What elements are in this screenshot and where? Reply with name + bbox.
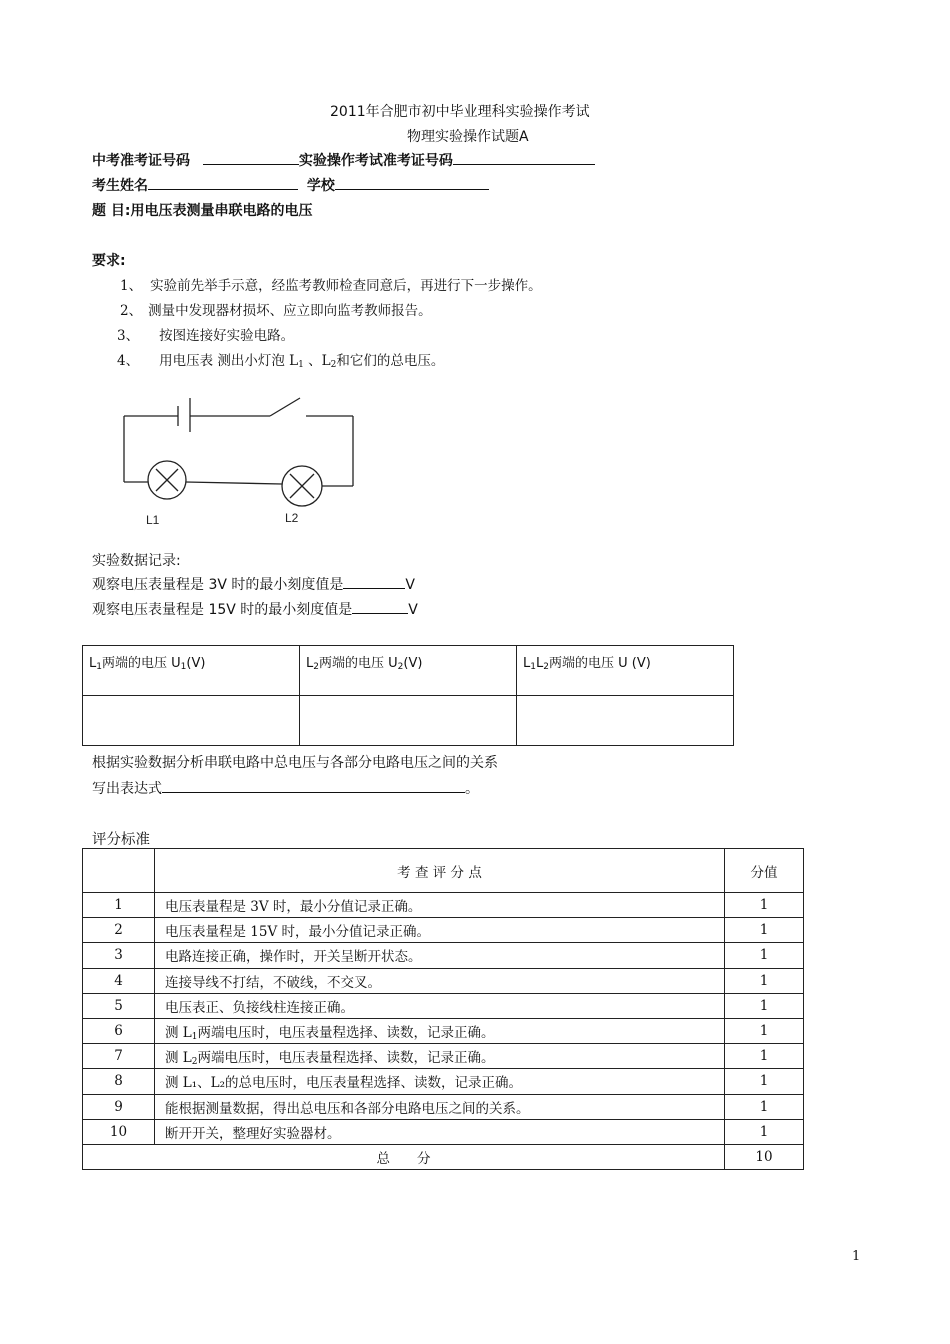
scoring-heading: 评分标准 [92, 832, 150, 848]
table-row: 8 测 L₁、L₂的总电压时，电压表量程选择、读数，记录正确。 1 [83, 1069, 804, 1094]
requirement-item: 1、 实验前先举手示意，经监考教师检查同意后，再进行下一步操作。 [120, 278, 542, 294]
u-value-cell[interactable] [517, 696, 734, 746]
table-row: 3 电路连接正确，操作时，开关呈断开状态。 1 [83, 943, 804, 968]
analysis-prompt: 根据实验数据分析串联电路中总电压与各部分电路电压之间的关系 [92, 755, 498, 771]
table-row: 7 测 $L_2$两端电压时，电压表量程选择、读数，记录正确。 1 [83, 1044, 804, 1069]
record-line-3v: 观察电压表量程是 3V 时的最小刻度值是 V [92, 574, 415, 594]
exam-id-label: 中考准考证号码 [92, 153, 190, 169]
school-label: 学校 [306, 178, 335, 194]
col-header-u2: $L_2$两端的电压 $U_2(V)$ [300, 646, 517, 696]
col-header-u1: $L_1$两端的电压 $U_1(V)$ [83, 646, 300, 696]
u1-value-cell[interactable] [83, 696, 300, 746]
lamp1-label: L1 [146, 513, 160, 527]
school-field[interactable] [335, 175, 489, 190]
doc-title: 2011年合肥市初中毕业理科实验操作考试 [330, 104, 590, 120]
lamp2-label: L2 [285, 511, 299, 525]
name-row [92, 175, 489, 195]
name-field[interactable] [148, 175, 298, 190]
table-row: 5 电压表正、负接线柱连接正确。 1 [83, 993, 804, 1018]
col-header-u: $L_1L_2$两端的电压 U (V) [517, 646, 734, 696]
requirement-item: 4、 用电压表 测出小灯泡 $L_1$ 、$L_2$和它们的总电压。 [117, 353, 445, 370]
circuit-diagram [110, 390, 370, 535]
min-scale-3v-field[interactable] [343, 574, 405, 589]
name-label: 考生姓名 [92, 178, 148, 194]
exam-id-field[interactable] [203, 150, 299, 165]
requirement-item: 2、 测量中发现器材损坏、应立即向监考教师报告。 [120, 303, 432, 319]
wire [186, 482, 282, 484]
requirements-label: 要求: [92, 253, 126, 269]
min-scale-15v-field[interactable] [352, 599, 408, 614]
expression-field[interactable] [162, 778, 465, 793]
table-row: 4 连接导线不打结，不破线，不交叉。 1 [83, 968, 804, 993]
table-row: 6 测 $L_1$两端电压时，电压表量程选择、读数，记录正确。 1 [83, 1018, 804, 1043]
record-line-15v: 观察电压表量程是 15V 时的最小刻度值是 V [92, 599, 418, 619]
topic: 题 目:用电压表测量串联电路的电压 [92, 203, 313, 219]
table-row: 2 电压表量程是 15V 时，最小分值记录正确。 1 [83, 918, 804, 943]
switch-lever [270, 398, 300, 416]
exam-id-row [92, 150, 595, 170]
table-row: 1 电压表量程是 3V 时，最小分值记录正确。 1 [83, 893, 804, 918]
col-header-score: 分值 [725, 849, 804, 893]
requirement-item: 3、 按图连接好实验电路。 [117, 328, 295, 344]
practical-id-label: 实验操作考试准考证号码 [298, 153, 453, 169]
col-header-points: 考 查 评 分 点 [155, 849, 725, 893]
record-heading: 实验数据记录: [92, 553, 181, 569]
scoring-table [82, 848, 804, 1170]
total-row [83, 1144, 804, 1169]
total-score: 10 [725, 1144, 804, 1169]
voltage-data-table [82, 645, 734, 746]
expression-row: 写出表达式 。 [92, 778, 479, 798]
total-label: 总 分 [83, 1144, 725, 1169]
page-number: 1 [852, 1249, 861, 1264]
table-row: 9 能根据测量数据，得出总电压和各部分电路电压之间的关系。 1 [83, 1094, 804, 1119]
doc-subtitle: 物理实验操作试题A [407, 129, 529, 145]
practical-id-field[interactable] [453, 150, 595, 165]
table-row: 10 断开开关，整理好实验器材。 1 [83, 1119, 804, 1144]
u2-value-cell[interactable] [300, 696, 517, 746]
